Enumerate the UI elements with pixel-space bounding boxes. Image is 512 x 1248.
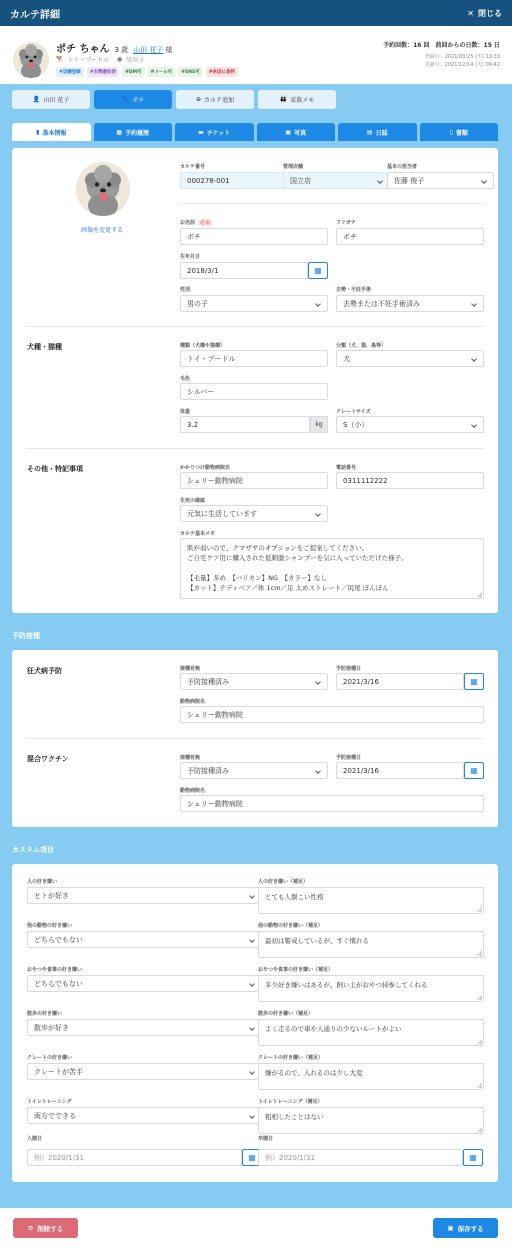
calendar-icon: ▦ — [469, 1153, 477, 1162]
kana-input[interactable]: ポチ — [336, 228, 484, 245]
change-image-link[interactable]: 画像を変更する — [81, 227, 124, 234]
custom-note-textarea[interactable]: とても人懐こい性格 — [258, 887, 484, 914]
store-label: 管理店舗 — [283, 164, 304, 170]
neuter-label: 去勢・不妊手術 — [336, 287, 372, 293]
pet-sex: 男の子 — [126, 57, 145, 64]
custom-note-label: 人の好き嫌い（補足） — [258, 879, 309, 885]
tab-documents[interactable]: ▯ 書類 — [420, 123, 499, 141]
section-tab-add-chart[interactable]: ⊕ カルテ追加 — [176, 90, 254, 109]
title-bar — [0, 0, 512, 26]
kana-label: フリガナ — [336, 220, 356, 226]
file-icon: ▯ — [449, 128, 453, 136]
sex-select[interactable]: 男の子 — [180, 295, 328, 312]
rabies-hospital-input[interactable]: シェリー動物病院 — [180, 706, 484, 723]
section-tabs — [12, 90, 336, 109]
document-icon: ▮ — [36, 128, 40, 136]
combo-date-input[interactable]: 2021/3/16 — [336, 762, 464, 779]
rabies-status-label: 接種有無 — [180, 666, 201, 672]
plus-circle-icon: ⊕ — [195, 96, 201, 103]
calendar-icon: ▦ — [116, 128, 123, 136]
tab-diary[interactable]: ▤ 日誌 — [338, 123, 417, 141]
footer-bar — [0, 1208, 512, 1248]
pet-name: ポチ ちゃん — [56, 44, 110, 55]
gender-icon: ● — [117, 56, 123, 63]
pet-header — [0, 26, 512, 84]
birth-input[interactable]: 2018/3/1 — [180, 262, 308, 279]
minus-circle-icon: ⊖ — [27, 1224, 34, 1232]
weight-unit: kg — [310, 416, 328, 433]
tab-basic-info[interactable]: ▮ 基本情報 — [12, 123, 91, 141]
close-icon: ✕ — [467, 8, 474, 18]
combo-date-label: 予防接種日 — [336, 755, 362, 761]
tag: #来店に条件 — [206, 67, 238, 77]
class-select[interactable]: 犬 — [336, 350, 484, 367]
tag: #店舗登録 — [56, 67, 84, 77]
weight-label: 体重 — [180, 409, 191, 415]
color-input[interactable]: シルバー — [180, 383, 328, 400]
sex-label: 性別 — [180, 287, 191, 293]
family-icon: 👪 — [279, 96, 288, 103]
chart-no-field[interactable]: 000278-001 — [180, 172, 287, 189]
phone-input[interactable]: 0311112222 — [336, 472, 484, 489]
enter-date-label: 入園日 — [27, 1136, 43, 1142]
hospital-label: かかりつけ動物病院名 — [180, 465, 231, 471]
combo-status-select[interactable]: 予防接種済み — [180, 762, 328, 779]
crate-select[interactable]: S（小） — [336, 416, 484, 433]
memo-label: カルテ基本メモ — [180, 531, 216, 537]
class-label: 分類（犬、猫、鳥等） — [336, 343, 387, 349]
rabies-date-input[interactable]: 2021/3/16 — [336, 673, 464, 690]
diary-icon: ▤ — [366, 128, 373, 136]
custom-select[interactable]: クレートが苦手 — [27, 1063, 262, 1080]
section-tab-pet[interactable]: 🐾 ポチ — [94, 90, 172, 109]
alive-select[interactable]: 元気に生活しています — [180, 505, 328, 522]
detail-tabs — [12, 123, 498, 141]
pet-avatar-small — [13, 42, 49, 78]
breed-icon: 🐕 — [56, 56, 64, 63]
registered-date: 登録日：2021/03/25 (木) 13:33 — [424, 54, 500, 60]
neuter-select[interactable]: 去勢または不妊手術済み — [336, 295, 484, 312]
custom-select[interactable]: 散歩が好き — [27, 1019, 262, 1036]
custom-note-textarea[interactable]: 粗相したことはない — [258, 1107, 484, 1134]
visit-stats: 予約回数：16 回 前回からの日数：15 日 — [383, 42, 500, 49]
rabies-title: 狂犬病予防 — [27, 667, 62, 675]
section-tab-owner[interactable]: 👤 山田 花子 — [12, 90, 90, 109]
custom-note-label: 散歩の好き嫌い（補足） — [258, 1011, 314, 1017]
person-icon: 👤 — [32, 96, 41, 103]
custom-select[interactable]: ヒトが好き — [27, 887, 262, 904]
pet-breed: トイ・プードル — [67, 57, 110, 64]
combo-status-label: 接種有無 — [180, 755, 201, 761]
weight-input[interactable]: 3.2 — [180, 416, 310, 433]
tab-photo[interactable]: ▣ 写真 — [257, 123, 336, 141]
custom-label: クレートの好き嫌い — [27, 1055, 73, 1061]
breed-section-title: 犬種・猫種 — [27, 343, 62, 351]
custom-label: おやつや食事の好き嫌い — [27, 967, 83, 973]
custom-note-textarea[interactable]: 嫌がるので、入れるのは少し大変 — [258, 1063, 484, 1090]
custom-label: 人の好き嫌い — [27, 879, 58, 885]
memo-textarea[interactable]: 肌が弱いので、クマザサのオプションをご提案してください。 ご自宅ケア用に購入された低刺激シャンプーを気に入っていただけた様子。 【毛量】多め 【バリカン】NG 【カラー】なし 【カット】テディベア／体 1cm／足 太めストレート／尻尾 ぼんぼん — [180, 538, 484, 599]
close-button[interactable]: ✕ 閉じる — [467, 8, 502, 18]
rabies-hospital-label: 動物病院名 — [180, 699, 206, 705]
tab-ticket[interactable]: ▬ チケット — [175, 123, 254, 141]
birth-calendar-button[interactable] — [308, 262, 328, 279]
rabies-calendar-button[interactable] — [464, 673, 484, 690]
name-label: お名前 必須 — [180, 220, 211, 226]
custom-select[interactable]: どちらでもない — [27, 975, 262, 992]
grad-date-label: 卒園日 — [258, 1136, 274, 1142]
phone-label: 電話番号 — [336, 465, 357, 471]
page-title: カルテ詳細 — [10, 9, 60, 21]
combo-hospital-input[interactable]: シェリー動物病院 — [180, 795, 484, 812]
combo-title: 混合ワクチン — [27, 755, 69, 763]
save-icon: ▣ — [447, 1224, 454, 1232]
color-label: 毛色 — [180, 376, 191, 382]
custom-label: 散歩の好き嫌い — [27, 1011, 63, 1017]
breed-label: 種類（犬種や猫種） — [180, 343, 226, 349]
custom-section-title: カスタム項目 — [12, 846, 54, 854]
birth-label: 生年月日 — [180, 254, 201, 260]
chart-no-label: カルテ番号 — [180, 164, 206, 170]
vaccine-card — [12, 650, 498, 827]
owner-suffix: 様 — [165, 46, 173, 54]
paw-icon: 🐾 — [121, 96, 130, 103]
name-input[interactable]: ポチ — [180, 228, 328, 245]
tag: #メール可 — [148, 67, 176, 77]
custom-note-label: 他の動物の好き嫌い（補足） — [258, 923, 324, 929]
custom-note-textarea[interactable]: 最初は警戒しているが、すぐ慣れる — [258, 931, 484, 958]
image-icon: ▣ — [285, 128, 292, 136]
tab-reservation-history[interactable]: ▦ 予約履歴 — [94, 123, 173, 141]
custom-select[interactable]: 両方でできる — [27, 1107, 262, 1124]
custom-note-textarea[interactable]: 多少好き嫌いはあるが、飼い主がおやつ持参してくれる — [258, 975, 484, 1002]
tag: #SNS可 — [178, 67, 203, 77]
alive-label: 生死の確認 — [180, 498, 206, 504]
basic-info-card — [12, 148, 498, 613]
rabies-date-label: 予防接種日 — [336, 666, 362, 672]
hospital-input[interactable]: シェリー動物病院 — [180, 472, 328, 489]
custom-note-label: クレートの好き嫌い（補足） — [258, 1055, 324, 1061]
tag: #DM可 — [122, 67, 144, 77]
breed-input[interactable]: トイ・プードル — [180, 350, 328, 367]
rabies-status-select[interactable]: 予防接種済み — [180, 673, 328, 690]
save-button[interactable]: ▣ 保存する — [433, 1218, 498, 1238]
vaccine-section-title: 予防接種 — [12, 632, 40, 640]
ticket-icon: ▬ — [198, 128, 204, 136]
delete-button[interactable]: ⊖ 削除する — [13, 1218, 78, 1238]
grad-date-input[interactable]: 例）2020/1/31 — [258, 1149, 463, 1166]
section-tab-family-memo[interactable]: 👪 家族メモ — [258, 90, 336, 109]
combo-hospital-label: 動物病院名 — [180, 788, 206, 794]
custom-card — [12, 864, 498, 1182]
pet-age: 3 歳 — [114, 46, 129, 54]
custom-label: 他の動物の好き嫌い — [27, 923, 73, 929]
calendar-icon: ▦ — [314, 266, 322, 275]
custom-note-textarea[interactable]: よく走るので車や人通りの少ないルートがよい — [258, 1019, 484, 1046]
crate-label: クレートサイズ — [336, 409, 371, 415]
custom-note-label: おやつや食事の好き嫌い（補足） — [258, 967, 334, 973]
staff-label: 基本の担当者 — [387, 164, 418, 170]
tag: #去勢避妊済 — [87, 67, 119, 77]
combo-calendar-button[interactable] — [464, 762, 484, 779]
enter-date-input[interactable]: 例）2020/1/31 — [27, 1149, 242, 1166]
other-section-title: その他・特記事項 — [27, 465, 83, 473]
custom-select[interactable]: どちらでもない — [27, 931, 262, 948]
updated-date: 更新日：2021/12/14 (火) 09:42 — [424, 62, 500, 68]
custom-note-label: トイレトレーニング（補足） — [258, 1099, 323, 1105]
store-select[interactable]: 国立店 — [283, 172, 390, 189]
calendar-icon: ▦ — [470, 766, 478, 775]
custom-label: トイレトレーニング — [27, 1099, 72, 1105]
pet-avatar-large — [76, 162, 130, 216]
tag-list — [56, 67, 238, 77]
calendar-icon: ▦ — [248, 1153, 256, 1162]
grad-calendar-button[interactable] — [463, 1149, 483, 1166]
staff-select[interactable]: 佐藤 俊子 — [387, 172, 494, 189]
calendar-icon: ▦ — [470, 677, 478, 686]
owner-link[interactable]: 山田 花子 — [133, 46, 164, 54]
